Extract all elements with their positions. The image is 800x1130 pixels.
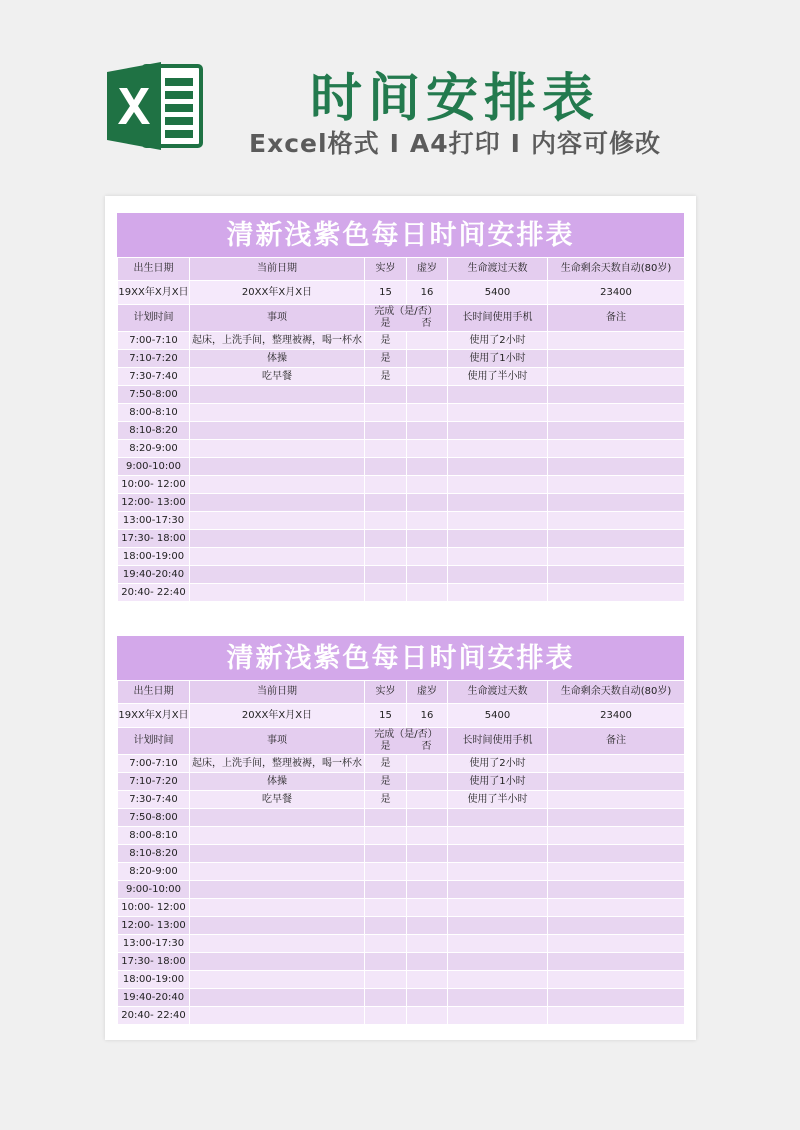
time-cell[interactable]: 19:40-20:40 — [118, 989, 190, 1007]
sheet-title: 清新浅紫色每日时间安排表 — [117, 636, 684, 680]
event-cell[interactable] — [190, 386, 365, 404]
table-row — [118, 755, 685, 773]
time-cell[interactable]: 7:30-7:40 — [118, 791, 190, 809]
note-cell[interactable] — [548, 845, 685, 863]
done-no-cell[interactable] — [407, 755, 448, 773]
event-cell[interactable] — [190, 953, 365, 971]
subtitle-separator: I — [510, 129, 521, 158]
done-yes-cell[interactable]: 是 — [365, 773, 407, 791]
done-yes-cell[interactable] — [365, 917, 407, 935]
time-cell[interactable]: 13:00-17:30 — [118, 935, 190, 953]
event-cell[interactable] — [190, 530, 365, 548]
done-no-cell[interactable] — [407, 917, 448, 935]
note-cell[interactable] — [548, 935, 685, 953]
note-cell[interactable] — [548, 530, 685, 548]
done-no-cell[interactable] — [407, 953, 448, 971]
time-cell[interactable]: 7:10-7:20 — [118, 350, 190, 368]
note-cell[interactable] — [548, 404, 685, 422]
birth-date-cell[interactable]: 19XX年X月X日 — [118, 281, 190, 305]
subtitle-separator: I — [389, 129, 400, 158]
event-cell[interactable] — [190, 476, 365, 494]
header-done — [365, 728, 448, 755]
table-row — [118, 953, 685, 971]
event-cell[interactable] — [190, 458, 365, 476]
current-date-cell[interactable]: 20XX年X月X日 — [190, 281, 365, 305]
event-cell[interactable] — [190, 971, 365, 989]
time-cell[interactable]: 9:00-10:00 — [118, 881, 190, 899]
done-yes-cell[interactable] — [365, 494, 407, 512]
header-days-lived: 生命渡过天数 — [448, 681, 548, 704]
table-row — [118, 476, 685, 494]
phone-usage-cell[interactable] — [448, 548, 548, 566]
info-header-row — [118, 681, 685, 704]
table-row — [118, 827, 685, 845]
time-cell[interactable]: 18:00-19:00 — [118, 548, 190, 566]
paper-preview — [105, 196, 696, 1040]
event-cell[interactable] — [190, 935, 365, 953]
note-cell[interactable] — [548, 368, 685, 386]
note-cell[interactable] — [548, 548, 685, 566]
phone-usage-cell[interactable] — [448, 971, 548, 989]
days-lived-cell[interactable]: 5400 — [448, 704, 548, 728]
table-row — [118, 809, 685, 827]
note-cell[interactable] — [548, 440, 685, 458]
done-yes-cell[interactable] — [365, 845, 407, 863]
done-yes-cell[interactable] — [365, 512, 407, 530]
phone-usage-cell[interactable] — [448, 386, 548, 404]
table-row — [118, 1007, 685, 1025]
subtitle-editable: 内容可修改 — [530, 129, 661, 158]
time-cell[interactable]: 7:10-7:20 — [118, 773, 190, 791]
header-note: 备注 — [548, 728, 685, 755]
header-actual-age: 实岁 — [365, 258, 407, 281]
table-row — [118, 971, 685, 989]
table-row — [118, 512, 685, 530]
done-yes-cell[interactable] — [365, 809, 407, 827]
header-plan-time: 计划时间 — [118, 305, 190, 332]
subtitle — [245, 124, 665, 160]
note-cell[interactable] — [548, 494, 685, 512]
info-header-row — [118, 258, 685, 281]
done-yes-cell[interactable]: 是 — [365, 791, 407, 809]
phone-usage-cell[interactable]: 使用了1小时 — [448, 773, 548, 791]
note-cell[interactable] — [548, 989, 685, 1007]
event-cell[interactable]: 体操 — [190, 350, 365, 368]
current-date-cell[interactable]: 20XX年X月X日 — [190, 704, 365, 728]
table-row — [118, 548, 685, 566]
phone-usage-cell[interactable] — [448, 953, 548, 971]
note-cell[interactable] — [548, 791, 685, 809]
phone-usage-cell[interactable]: 使用了1小时 — [448, 350, 548, 368]
done-yes-cell[interactable] — [365, 422, 407, 440]
header-birth-date: 出生日期 — [118, 258, 190, 281]
time-cell[interactable]: 12:00- 13:00 — [118, 917, 190, 935]
done-yes-cell[interactable] — [365, 584, 407, 602]
done-no-cell[interactable] — [407, 881, 448, 899]
event-cell[interactable] — [190, 440, 365, 458]
event-cell[interactable] — [190, 584, 365, 602]
event-cell[interactable] — [190, 494, 365, 512]
phone-usage-cell[interactable] — [448, 494, 548, 512]
actual-age-cell[interactable]: 15 — [365, 704, 407, 728]
done-no-cell[interactable] — [407, 548, 448, 566]
note-cell[interactable] — [548, 809, 685, 827]
note-cell[interactable] — [548, 773, 685, 791]
time-cell[interactable]: 7:00-7:10 — [118, 755, 190, 773]
phone-usage-cell[interactable] — [448, 935, 548, 953]
done-yes-cell[interactable] — [365, 899, 407, 917]
event-cell[interactable]: 吃早餐 — [190, 791, 365, 809]
time-cell[interactable]: 7:00-7:10 — [118, 332, 190, 350]
schedule-sheet — [117, 213, 684, 602]
header-nominal-age: 虚岁 — [407, 681, 448, 704]
birth-date-cell[interactable]: 19XX年X月X日 — [118, 704, 190, 728]
header-event: 事项 — [190, 728, 365, 755]
phone-usage-cell[interactable] — [448, 917, 548, 935]
header-done — [365, 305, 448, 332]
done-no-cell[interactable] — [407, 845, 448, 863]
phone-usage-cell[interactable]: 使用了2小时 — [448, 755, 548, 773]
done-yes-cell[interactable]: 是 — [365, 755, 407, 773]
note-cell[interactable] — [548, 386, 685, 404]
phone-usage-cell[interactable] — [448, 1007, 548, 1025]
subtitle-print: A4打印 — [409, 129, 501, 158]
phone-usage-cell[interactable] — [448, 566, 548, 584]
note-cell[interactable] — [548, 566, 685, 584]
time-cell[interactable]: 8:20-9:00 — [118, 863, 190, 881]
table-row — [118, 845, 685, 863]
phone-usage-cell[interactable] — [448, 422, 548, 440]
event-cell[interactable] — [190, 809, 365, 827]
done-no-cell[interactable] — [407, 422, 448, 440]
done-yes-cell[interactable] — [365, 881, 407, 899]
done-no-cell[interactable] — [407, 989, 448, 1007]
event-cell[interactable]: 起床，上洗手间，整理被褥，喝一杯水 — [190, 755, 365, 773]
event-cell[interactable] — [190, 827, 365, 845]
done-yes-cell[interactable] — [365, 548, 407, 566]
event-cell[interactable] — [190, 845, 365, 863]
done-no-cell[interactable] — [407, 899, 448, 917]
nominal-age-cell[interactable]: 16 — [407, 704, 448, 728]
done-no-cell[interactable] — [407, 863, 448, 881]
time-cell[interactable]: 8:20-9:00 — [118, 440, 190, 458]
time-cell[interactable]: 17:30- 18:00 — [118, 530, 190, 548]
schedule-table — [117, 257, 685, 602]
done-no-cell[interactable] — [407, 404, 448, 422]
time-cell[interactable]: 19:40-20:40 — [118, 566, 190, 584]
table-row — [118, 368, 685, 386]
header-done-options — [365, 741, 447, 753]
table-row — [118, 386, 685, 404]
phone-usage-cell[interactable] — [448, 404, 548, 422]
done-yes-cell[interactable] — [365, 935, 407, 953]
done-no-cell[interactable] — [407, 530, 448, 548]
phone-usage-cell[interactable] — [448, 989, 548, 1007]
note-cell[interactable] — [548, 476, 685, 494]
time-cell[interactable]: 7:50-8:00 — [118, 386, 190, 404]
sheet-title: 清新浅紫色每日时间安排表 — [117, 213, 684, 257]
info-value-row — [118, 281, 685, 305]
event-cell[interactable] — [190, 548, 365, 566]
table-row — [118, 350, 685, 368]
phone-usage-cell[interactable] — [448, 827, 548, 845]
plan-header-row — [118, 305, 685, 332]
note-cell[interactable] — [548, 863, 685, 881]
table-row — [118, 566, 685, 584]
time-cell[interactable]: 9:00-10:00 — [118, 458, 190, 476]
done-no-cell[interactable] — [407, 566, 448, 584]
table-row — [118, 530, 685, 548]
done-yes-cell[interactable] — [365, 530, 407, 548]
table-row — [118, 332, 685, 350]
table-row — [118, 881, 685, 899]
event-cell[interactable] — [190, 566, 365, 584]
event-cell[interactable]: 起床，上洗手间，整理被褥，喝一杯水 — [190, 332, 365, 350]
note-cell[interactable] — [548, 422, 685, 440]
header-plan-time: 计划时间 — [118, 728, 190, 755]
done-yes-cell[interactable] — [365, 989, 407, 1007]
done-yes-cell[interactable] — [365, 440, 407, 458]
note-cell[interactable] — [548, 332, 685, 350]
done-yes-cell[interactable]: 是 — [365, 332, 407, 350]
time-cell[interactable]: 7:50-8:00 — [118, 809, 190, 827]
done-yes-cell[interactable] — [365, 953, 407, 971]
event-cell[interactable] — [190, 512, 365, 530]
note-cell[interactable] — [548, 584, 685, 602]
schedule-table — [117, 680, 685, 1025]
phone-usage-cell[interactable]: 使用了半小时 — [448, 791, 548, 809]
header-done-label: 完成（是/否） — [374, 306, 438, 317]
event-cell[interactable]: 体操 — [190, 773, 365, 791]
table-row — [118, 863, 685, 881]
time-cell[interactable]: 8:00-8:10 — [118, 827, 190, 845]
time-cell[interactable]: 12:00- 13:00 — [118, 494, 190, 512]
done-yes-cell[interactable] — [365, 863, 407, 881]
time-cell[interactable]: 8:00-8:10 — [118, 404, 190, 422]
done-no-cell[interactable] — [407, 458, 448, 476]
table-row — [118, 494, 685, 512]
table-row — [118, 773, 685, 791]
header-days-remaining: 生命剩余天数自动(80岁) — [548, 258, 685, 281]
phone-usage-cell[interactable] — [448, 845, 548, 863]
actual-age-cell[interactable]: 15 — [365, 281, 407, 305]
phone-usage-cell[interactable] — [448, 458, 548, 476]
header-actual-age: 实岁 — [365, 681, 407, 704]
note-cell[interactable] — [548, 350, 685, 368]
time-cell[interactable]: 10:00- 12:00 — [118, 476, 190, 494]
event-cell[interactable] — [190, 917, 365, 935]
table-row — [118, 935, 685, 953]
schedule-rows — [118, 332, 685, 602]
done-yes-cell[interactable] — [365, 386, 407, 404]
schedule-sheet — [117, 636, 684, 1025]
done-no-cell[interactable] — [407, 368, 448, 386]
table-row — [118, 899, 685, 917]
header-days-lived: 生命渡过天数 — [448, 258, 548, 281]
note-cell[interactable] — [548, 881, 685, 899]
done-yes-cell[interactable]: 是 — [365, 368, 407, 386]
time-cell[interactable]: 20:40- 22:40 — [118, 584, 190, 602]
done-no-cell[interactable] — [407, 935, 448, 953]
phone-usage-cell[interactable]: 使用了2小时 — [448, 332, 548, 350]
subtitle-format: Excel格式 — [249, 129, 380, 158]
header-done-label: 完成（是/否） — [374, 729, 438, 740]
event-cell[interactable] — [190, 1007, 365, 1025]
note-cell[interactable] — [548, 917, 685, 935]
done-no-cell[interactable] — [407, 494, 448, 512]
header-current-date: 当前日期 — [190, 258, 365, 281]
phone-usage-cell[interactable] — [448, 440, 548, 458]
done-yes-cell[interactable] — [365, 566, 407, 584]
header-current-date: 当前日期 — [190, 681, 365, 704]
phone-usage-cell[interactable] — [448, 530, 548, 548]
table-row — [118, 584, 685, 602]
time-cell[interactable]: 18:00-19:00 — [118, 971, 190, 989]
done-no-cell[interactable] — [407, 971, 448, 989]
event-cell[interactable] — [190, 899, 365, 917]
note-cell[interactable] — [548, 755, 685, 773]
done-yes-cell[interactable] — [365, 1007, 407, 1025]
event-cell[interactable] — [190, 881, 365, 899]
header-event: 事项 — [190, 305, 365, 332]
phone-usage-cell[interactable] — [448, 809, 548, 827]
nominal-age-cell[interactable]: 16 — [407, 281, 448, 305]
note-cell[interactable] — [548, 971, 685, 989]
phone-usage-cell[interactable] — [448, 899, 548, 917]
phone-usage-cell[interactable] — [448, 881, 548, 899]
header-days-remaining: 生命剩余天数自动(80岁) — [548, 681, 685, 704]
done-no-cell[interactable] — [407, 512, 448, 530]
table-row — [118, 989, 685, 1007]
time-cell[interactable]: 13:00-17:30 — [118, 512, 190, 530]
done-no-cell[interactable] — [407, 350, 448, 368]
header-birth-date: 出生日期 — [118, 681, 190, 704]
note-cell[interactable] — [548, 953, 685, 971]
table-row — [118, 917, 685, 935]
phone-usage-cell[interactable] — [448, 512, 548, 530]
time-cell[interactable]: 8:10-8:20 — [118, 422, 190, 440]
schedule-rows — [118, 755, 685, 1025]
time-cell[interactable]: 17:30- 18:00 — [118, 953, 190, 971]
table-row — [118, 404, 685, 422]
phone-usage-cell[interactable] — [448, 476, 548, 494]
event-cell[interactable] — [190, 422, 365, 440]
time-cell[interactable]: 20:40- 22:40 — [118, 1007, 190, 1025]
header-done-no: 否 — [421, 741, 432, 752]
event-cell[interactable] — [190, 989, 365, 1007]
done-no-cell[interactable] — [407, 584, 448, 602]
done-no-cell[interactable] — [407, 791, 448, 809]
note-cell[interactable] — [548, 1007, 685, 1025]
done-yes-cell[interactable] — [365, 458, 407, 476]
event-cell[interactable] — [190, 404, 365, 422]
header-phone-usage: 长时间使用手机 — [448, 305, 548, 332]
time-cell[interactable]: 8:10-8:20 — [118, 845, 190, 863]
info-value-row — [118, 704, 685, 728]
done-yes-cell[interactable] — [365, 971, 407, 989]
header-phone-usage: 长时间使用手机 — [448, 728, 548, 755]
time-cell[interactable]: 7:30-7:40 — [118, 368, 190, 386]
done-no-cell[interactable] — [407, 386, 448, 404]
event-cell[interactable]: 吃早餐 — [190, 368, 365, 386]
phone-usage-cell[interactable] — [448, 584, 548, 602]
header-done-yes: 是 — [380, 741, 391, 752]
excel-logo-icon — [105, 58, 205, 154]
note-cell[interactable] — [548, 512, 685, 530]
note-cell[interactable] — [548, 458, 685, 476]
table-row — [118, 422, 685, 440]
main-title: 时间安排表 — [309, 69, 600, 129]
table-row — [118, 440, 685, 458]
days-remaining-cell[interactable]: 23400 — [548, 281, 685, 305]
header-done-options — [365, 318, 447, 330]
done-yes-cell[interactable] — [365, 404, 407, 422]
header-done-no: 否 — [421, 318, 432, 329]
header-note: 备注 — [548, 305, 685, 332]
note-cell[interactable] — [548, 827, 685, 845]
done-no-cell[interactable] — [407, 827, 448, 845]
done-yes-cell[interactable] — [365, 476, 407, 494]
days-lived-cell[interactable]: 5400 — [448, 281, 548, 305]
done-no-cell[interactable] — [407, 332, 448, 350]
done-no-cell[interactable] — [407, 476, 448, 494]
done-no-cell[interactable] — [407, 440, 448, 458]
header-nominal-age: 虚岁 — [407, 258, 448, 281]
days-remaining-cell[interactable]: 23400 — [548, 704, 685, 728]
table-row — [118, 458, 685, 476]
done-no-cell[interactable] — [407, 1007, 448, 1025]
phone-usage-cell[interactable]: 使用了半小时 — [448, 368, 548, 386]
header-done-yes: 是 — [380, 318, 391, 329]
done-yes-cell[interactable] — [365, 827, 407, 845]
table-row — [118, 791, 685, 809]
done-yes-cell[interactable]: 是 — [365, 350, 407, 368]
phone-usage-cell[interactable] — [448, 863, 548, 881]
note-cell[interactable] — [548, 899, 685, 917]
time-cell[interactable]: 10:00- 12:00 — [118, 899, 190, 917]
done-no-cell[interactable] — [407, 809, 448, 827]
plan-header-row — [118, 728, 685, 755]
done-no-cell[interactable] — [407, 773, 448, 791]
event-cell[interactable] — [190, 863, 365, 881]
